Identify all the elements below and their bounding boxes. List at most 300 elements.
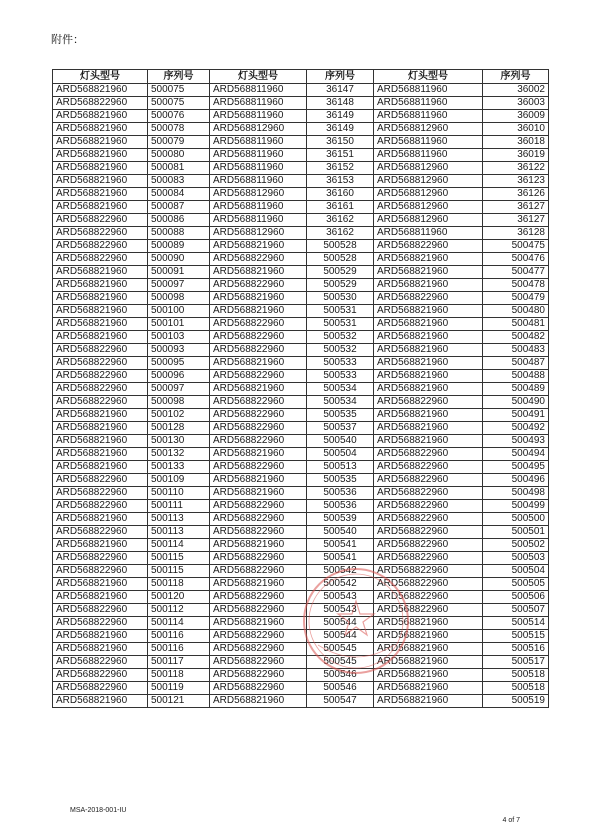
serial-number-cell: 500514 [483,617,549,630]
table-row [53,305,549,318]
lamp-model-cell: ARD568822960 [374,292,483,305]
lamp-model-cell: ARD568811960 [374,227,483,240]
serial-number-cell: 36003 [483,97,549,110]
lamp-model-cell: ARD568811960 [210,162,307,175]
lamp-model-cell: ARD568811960 [374,97,483,110]
table-row [53,695,549,708]
serial-number-cell: 500487 [483,357,549,370]
lamp-model-cell: ARD568812960 [374,162,483,175]
lamp-model-cell: ARD568822960 [210,396,307,409]
serial-number-cell: 500476 [483,253,549,266]
lamp-model-cell: ARD568821960 [53,136,148,149]
lamp-model-cell: ARD568822960 [53,240,148,253]
table-row [53,474,549,487]
table-header [53,70,549,84]
lamp-model-cell: ARD568811960 [210,110,307,123]
lamp-model-cell: ARD568821960 [53,539,148,552]
serial-number-cell: 500518 [483,669,549,682]
official-seal-stamp [298,565,414,677]
serial-number-cell: 500541 [307,552,374,565]
lamp-model-cell: ARD568822960 [53,370,148,383]
serial-number-cell: 500545 [307,656,374,669]
lamp-model-cell: ARD568822960 [53,344,148,357]
lamp-model-cell: ARD568822960 [374,552,483,565]
serial-number-cell: 36147 [307,84,374,97]
lamp-model-cell: ARD568821960 [374,656,483,669]
lamp-model-cell: ARD568821960 [210,695,307,708]
lamp-model-cell: ARD568821960 [374,370,483,383]
lamp-model-cell: ARD568821960 [374,695,483,708]
lamp-model-cell: ARD568821960 [210,240,307,253]
serial-number-cell: 36127 [483,201,549,214]
serial-number-cell: 500530 [307,292,374,305]
lamp-model-cell: ARD568822960 [374,474,483,487]
serial-number-cell: 500133 [148,461,210,474]
lamp-model-cell: ARD568821960 [374,344,483,357]
serial-number-cell: 36161 [307,201,374,214]
table-row [53,682,549,695]
lamp-model-cell: ARD568822960 [210,513,307,526]
serial-number-cell: 500083 [148,175,210,188]
lamp-model-cell: ARD568821960 [53,630,148,643]
serial-number-cell: 500117 [148,656,210,669]
serial-number-cell: 500130 [148,435,210,448]
lamp-model-cell: ARD568821960 [53,266,148,279]
serial-number-cell: 500532 [307,331,374,344]
serial-number-cell: 500084 [148,188,210,201]
lamp-model-cell: ARD568822960 [53,682,148,695]
serial-number-cell: 500515 [483,630,549,643]
serial-number-cell: 500536 [307,487,374,500]
lamp-model-cell: ARD568822960 [53,396,148,409]
lamp-model-cell: ARD568822960 [210,331,307,344]
serial-number-cell: 500483 [483,344,549,357]
lamp-model-cell: ARD568811960 [210,201,307,214]
table-row [53,188,549,201]
lamp-model-cell: ARD568822960 [374,461,483,474]
lamp-model-cell: ARD568822960 [210,279,307,292]
serial-number-cell: 36009 [483,110,549,123]
serial-number-cell: 500529 [307,266,374,279]
table-row [53,84,549,97]
serial-number-cell: 500111 [148,500,210,513]
serial-number-cell: 500488 [483,370,549,383]
lamp-model-cell: ARD568822960 [53,214,148,227]
serial-number-cell: 500541 [307,539,374,552]
serial-number-cell: 500490 [483,396,549,409]
lamp-model-cell: ARD568821960 [53,305,148,318]
lamp-model-cell: ARD568822960 [374,513,483,526]
lamp-model-cell: ARD568811960 [374,136,483,149]
serial-number-cell: 500531 [307,305,374,318]
lamp-model-cell: ARD568811960 [210,214,307,227]
lamp-model-cell: ARD568821960 [53,591,148,604]
serial-number-cell: 500116 [148,630,210,643]
serial-number-cell: 500493 [483,435,549,448]
table-row [53,253,549,266]
lamp-model-cell: ARD568811960 [210,97,307,110]
lamp-model-cell: ARD568822960 [210,500,307,513]
table-row [53,331,549,344]
table-row [53,318,549,331]
serial-number-cell: 500539 [307,513,374,526]
lamp-model-cell: ARD568822960 [374,565,483,578]
serial-number-cell: 500537 [307,422,374,435]
lamp-model-cell: ARD568821960 [210,448,307,461]
serial-number-cell: 500499 [483,500,549,513]
lamp-model-cell: ARD568822960 [53,500,148,513]
lamp-model-cell: ARD568812960 [374,123,483,136]
serial-number-cell: 500496 [483,474,549,487]
serial-number-cell: 36128 [483,227,549,240]
serial-number-cell: 500503 [483,552,549,565]
lamp-model-cell: ARD568822960 [53,552,148,565]
serial-number-cell: 500546 [307,669,374,682]
serial-number-cell: 36019 [483,149,549,162]
table-row [53,97,549,110]
lamp-model-cell: ARD568812960 [374,201,483,214]
lamp-model-cell: ARD568822960 [374,240,483,253]
column-header: 灯头型号 [374,70,483,84]
lamp-model-cell: ARD568821960 [374,266,483,279]
serial-number-cell: 36160 [307,188,374,201]
serial-number-cell: 36010 [483,123,549,136]
lamp-model-cell: ARD568821960 [210,266,307,279]
serial-number-cell: 500132 [148,448,210,461]
serial-number-cell: 500075 [148,84,210,97]
table-row [53,149,549,162]
attachment-label: 附件： [51,33,84,46]
serial-number-cell: 500115 [148,565,210,578]
lamp-model-cell: ARD568822960 [210,591,307,604]
lamp-model-cell: ARD568822960 [374,396,483,409]
serial-number-cell: 500546 [307,682,374,695]
table-row [53,279,549,292]
serial-number-cell: 500545 [307,643,374,656]
serial-number-cell: 500531 [307,318,374,331]
serial-number-cell: 36150 [307,136,374,149]
lamp-model-cell: ARD568821960 [53,643,148,656]
lamp-model-cell: ARD568822960 [53,526,148,539]
lamp-model-cell: ARD568822960 [53,487,148,500]
table-row [53,526,549,539]
lamp-model-cell: ARD568822960 [374,526,483,539]
serial-number-cell: 500535 [307,409,374,422]
lamp-model-cell: ARD568821960 [374,305,483,318]
serial-number-cell: 500475 [483,240,549,253]
serial-number-cell: 500098 [148,396,210,409]
lamp-model-cell: ARD568821960 [210,383,307,396]
lamp-model-cell: ARD568822960 [53,656,148,669]
lamp-model-cell: ARD568821960 [374,630,483,643]
lamp-model-cell: ARD568821960 [53,695,148,708]
table-row [53,435,549,448]
lamp-model-cell: ARD568811960 [210,175,307,188]
serial-number-cell: 500528 [307,253,374,266]
lamp-model-cell: ARD568821960 [53,123,148,136]
serial-number-cell: 500075 [148,97,210,110]
lamp-model-cell: ARD568822960 [53,474,148,487]
serial-number-cell: 36122 [483,162,549,175]
lamp-model-cell: ARD568821960 [210,487,307,500]
table-row [53,266,549,279]
lamp-model-cell: ARD568822960 [210,526,307,539]
serial-number-cell: 500101 [148,318,210,331]
lamp-model-cell: ARD568821960 [210,474,307,487]
table-row [53,461,549,474]
table-row [53,552,549,565]
lamp-model-cell: ARD568821960 [53,578,148,591]
serial-number-cell: 500091 [148,266,210,279]
lamp-model-cell: ARD568821960 [53,331,148,344]
serial-number-cell: 500089 [148,240,210,253]
serial-number-cell: 500516 [483,643,549,656]
lamp-model-cell: ARD568822960 [374,591,483,604]
column-header: 序列号 [307,70,374,84]
serial-number-cell: 500507 [483,604,549,617]
lamp-model-cell: ARD568822960 [210,643,307,656]
serial-number-cell: 36127 [483,214,549,227]
table-row [53,383,549,396]
serial-number-cell: 500491 [483,409,549,422]
serial-number-cell: 36149 [307,123,374,136]
lamp-model-cell: ARD568812960 [210,227,307,240]
lamp-model-cell: ARD568821960 [53,513,148,526]
lamp-model-cell: ARD568822960 [210,656,307,669]
table-row [53,448,549,461]
serial-number-cell: 500489 [483,383,549,396]
lamp-model-cell: ARD568822960 [210,552,307,565]
lamp-model-cell: ARD568822960 [374,487,483,500]
table-row [53,422,549,435]
serial-number-cell: 500519 [483,695,549,708]
serial-number-cell: 500480 [483,305,549,318]
serial-number-cell: 500096 [148,370,210,383]
serial-number-cell: 500100 [148,305,210,318]
serial-number-cell: 500093 [148,344,210,357]
lamp-model-cell: ARD568822960 [53,604,148,617]
lamp-model-cell: ARD568821960 [374,435,483,448]
serial-number-cell: 500535 [307,474,374,487]
lamp-model-cell: ARD568821960 [374,253,483,266]
serial-number-cell: 500095 [148,357,210,370]
serial-number-cell: 500492 [483,422,549,435]
table-row [53,136,549,149]
lamp-model-cell: ARD568812960 [210,188,307,201]
lamp-model-cell: ARD568822960 [374,604,483,617]
lamp-model-cell: ARD568822960 [210,253,307,266]
serial-number-cell: 500115 [148,552,210,565]
lamp-model-cell: ARD568822960 [53,617,148,630]
serial-number-cell: 500536 [307,500,374,513]
lamp-model-cell: ARD568821960 [374,682,483,695]
lamp-model-cell: ARD568821960 [53,201,148,214]
column-header: 序列号 [148,70,210,84]
lamp-model-cell: ARD568821960 [374,669,483,682]
lamp-model-cell: ARD568821960 [53,110,148,123]
table-row [53,500,549,513]
serial-number-cell: 500477 [483,266,549,279]
table-row [53,344,549,357]
lamp-model-cell: ARD568822960 [374,578,483,591]
serial-number-cell: 500102 [148,409,210,422]
lamp-model-cell: ARD568821960 [53,175,148,188]
column-header: 灯头型号 [210,70,307,84]
page-number: 4 of 7 [502,817,520,824]
lamp-model-cell: ARD568821960 [374,318,483,331]
serial-number-cell: 500081 [148,162,210,175]
lamp-model-cell: ARD568821960 [210,292,307,305]
column-header: 灯头型号 [53,70,148,84]
serial-number-cell: 500547 [307,695,374,708]
serial-number-cell: 500482 [483,331,549,344]
lamp-model-cell: ARD568811960 [374,84,483,97]
lamp-model-cell: ARD568822960 [53,227,148,240]
serial-number-cell: 500090 [148,253,210,266]
serial-number-cell: 500513 [307,461,374,474]
lamp-model-cell: ARD568822960 [210,435,307,448]
table-row [53,539,549,552]
table-row [53,396,549,409]
lamp-model-cell: ARD568812960 [374,188,483,201]
serial-number-cell: 500121 [148,695,210,708]
lamp-model-cell: ARD568821960 [53,461,148,474]
serial-number-cell: 36162 [307,227,374,240]
serial-number-cell: 500110 [148,487,210,500]
lamp-model-cell: ARD568811960 [210,149,307,162]
lamp-model-cell: ARD568822960 [210,318,307,331]
serial-number-cell: 500481 [483,318,549,331]
serial-number-cell: 500533 [307,357,374,370]
lamp-model-cell: ARD568822960 [210,370,307,383]
table-row [53,513,549,526]
serial-number-cell: 500119 [148,682,210,695]
serial-number-cell: 36162 [307,214,374,227]
serial-number-cell: 500533 [307,370,374,383]
serial-number-cell: 500479 [483,292,549,305]
serial-number-cell: 500532 [307,344,374,357]
lamp-model-cell: ARD568812960 [374,214,483,227]
lamp-model-cell: ARD568821960 [53,318,148,331]
lamp-model-cell: ARD568822960 [53,565,148,578]
serial-number-cell: 500502 [483,539,549,552]
lamp-model-cell: ARD568822960 [53,253,148,266]
table-row [53,175,549,188]
lamp-model-cell: ARD568821960 [210,539,307,552]
lamp-model-cell: ARD568821960 [53,409,148,422]
serial-number-cell: 500079 [148,136,210,149]
serial-number-cell: 500113 [148,513,210,526]
serial-number-cell: 36153 [307,175,374,188]
lamp-model-cell: ARD568821960 [374,422,483,435]
serial-number-cell: 500498 [483,487,549,500]
lamp-model-cell: ARD568822960 [53,383,148,396]
table-row [53,409,549,422]
table-row [53,227,549,240]
serial-number-cell: 500495 [483,461,549,474]
table-row [53,370,549,383]
serial-number-cell: 500529 [307,279,374,292]
serial-number-cell: 500540 [307,435,374,448]
serial-number-cell: 500087 [148,201,210,214]
lamp-model-cell: ARD568821960 [53,292,148,305]
serial-number-cell: 500118 [148,578,210,591]
serial-number-cell: 500076 [148,110,210,123]
serial-number-cell: 500120 [148,591,210,604]
lamp-model-cell: ARD568822960 [210,409,307,422]
serial-number-cell: 500097 [148,279,210,292]
serial-number-cell: 500109 [148,474,210,487]
lamp-model-cell: ARD568821960 [210,617,307,630]
lamp-model-cell: ARD568821960 [374,383,483,396]
serial-number-cell: 500544 [307,617,374,630]
serial-number-cell: 500114 [148,539,210,552]
serial-number-cell: 500113 [148,526,210,539]
serial-number-cell: 500500 [483,513,549,526]
lamp-model-cell: ARD568821960 [53,422,148,435]
serial-number-cell: 36149 [307,110,374,123]
serial-number-cell: 500534 [307,383,374,396]
serial-number-cell: 500088 [148,227,210,240]
lamp-model-cell: ARD568821960 [374,643,483,656]
lamp-model-cell: ARD568821960 [374,279,483,292]
serial-number-cell: 500505 [483,578,549,591]
lamp-model-cell: ARD568822960 [374,539,483,552]
serial-number-cell: 500114 [148,617,210,630]
column-header: 序列号 [483,70,549,84]
lamp-model-cell: ARD568821960 [210,357,307,370]
lamp-model-cell: ARD568822960 [374,448,483,461]
serial-number-cell: 36126 [483,188,549,201]
lamp-model-cell: ARD568811960 [374,149,483,162]
serial-number-cell: 500528 [307,240,374,253]
serial-number-cell: 500504 [307,448,374,461]
serial-number-cell: 500080 [148,149,210,162]
serial-number-cell: 500116 [148,643,210,656]
document-code: MSA-2018-001-IU [70,807,127,814]
lamp-model-cell: ARD568821960 [53,188,148,201]
serial-number-cell: 36002 [483,84,549,97]
lamp-model-cell: ARD568822960 [210,422,307,435]
serial-number-cell: 500078 [148,123,210,136]
lamp-model-cell: ARD568822960 [210,344,307,357]
serial-number-cell: 500544 [307,630,374,643]
serial-number-cell: 500542 [307,578,374,591]
serial-number-cell: 500118 [148,669,210,682]
serial-number-cell: 36152 [307,162,374,175]
lamp-model-cell: ARD568822960 [53,669,148,682]
lamp-model-cell: ARD568822960 [210,669,307,682]
lamp-model-cell: ARD568812960 [374,175,483,188]
lamp-model-cell: ARD568822960 [210,630,307,643]
table-row [53,214,549,227]
serial-number-cell: 500518 [483,682,549,695]
lamp-model-cell: ARD568811960 [210,136,307,149]
lamp-model-cell: ARD568822960 [53,357,148,370]
lamp-model-cell: ARD568821960 [53,149,148,162]
table-row [53,110,549,123]
serial-number-cell: 36151 [307,149,374,162]
lamp-model-cell: ARD568822960 [210,565,307,578]
lamp-model-cell: ARD568821960 [374,617,483,630]
serial-number-cell: 500112 [148,604,210,617]
serial-number-cell: 500501 [483,526,549,539]
lamp-model-cell: ARD568821960 [374,357,483,370]
lamp-model-cell: ARD568821960 [53,162,148,175]
serial-number-cell: 500478 [483,279,549,292]
serial-number-cell: 500504 [483,565,549,578]
lamp-model-cell: ARD568821960 [53,435,148,448]
